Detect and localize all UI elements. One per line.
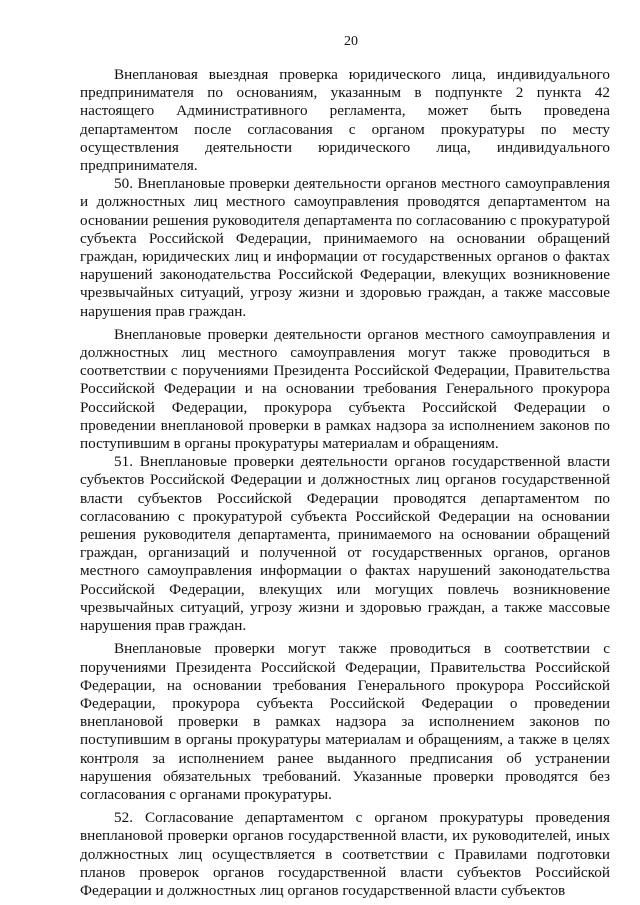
page-number: 20 [344,34,358,49]
paragraph-item-51: 51. Внеплановые проверки деятельности органов государственной власти субъектов Российской Федерации и должностных лиц органов государственной власти субъектов Российской Федерации проводятся департаментом по согласованию с прокуратурой субъекта Российской Федерации на основании решения руководителя департамента, принимаемого на основании обращений граждан, организаций и полученной от государственных органов, органов местного самоуправления информации о фактах нарушений законодательства Российской Федерации, влекущих или могущих повлечь возникновение чрезвычайных ситуаций, угрозу жизни и здоровью граждан, а также массовые нарушения прав граждан. [80,453,610,635]
paragraph-unscheduled-inspection: Внеплановая выездная проверка юридического лица, индивидуального предпринимателя по основаниям, указанным в подпункте 2 пункта 42 настоящего Административного регламента, может быть проведена департаментом после согласования с органом прокуратуры по месту осуществления деятельности юридического лица, индивидуального предпринимателя. [80,66,610,175]
paragraph-local-government-inspections: Внеплановые проверки деятельности органов местного самоуправления и должностных лиц местного самоуправления могут также проводиться в соответствии с поручениями Президента Российской Федерации, Правительства Российской Федерации и на основании требования Генерального прокурора Российской Федерации, прокурора субъекта Российской Федерации о проведении внеплановой проверки в рамках надзора за исполнением законов по поступившим в органы прокуратуры материалам и обращениям. [80,325,610,453]
paragraph-item-52: 52. Согласование департаментом с органом прокуратуры проведения внеплановой проверки органов государственной власти, их руководителей, иных должностных лиц осуществляется в соответствии с Правилами подготовки планов проверок органов государственной власти субъектов Российской Федерации и должностных лиц органов государственной власти субъектов [80,809,610,899]
paragraph-presidential-instructions: Внеплановые проверки могут также проводиться в соответствии с поручениями Президента Российской Федерации, Правительства Российской Федерации, на основании требования Генерального прокурора Российской Федерации, прокурора субъекта Российской Федерации о проведении внеплановой проверки в рамках надзора за исполнением законов по поступившим в органы прокуратуры материалам и обращениям, а также в целях контроля за исполнением ранее выданного предписания об устранении нарушения обязательных требований. Указанные проверки проводятся без согласования с органами прокуратуры. [80,640,610,803]
paragraph-item-50: 50. Внеплановые проверки деятельности органов местного самоуправления и должностных лиц местного самоуправления проводятся департаментом на основании решения руководителя департамента по согласованию с прокуратурой субъекта Российской Федерации, принимаемого на основании обращений граждан, юридических лиц и информации от государственных органов о фактах нарушений законодательства Российской Федерации, влекущих возникновение чрезвычайных ситуаций, угрозу жизни и здоровью граждан, а также массовые нарушения прав граждан. [80,175,610,320]
